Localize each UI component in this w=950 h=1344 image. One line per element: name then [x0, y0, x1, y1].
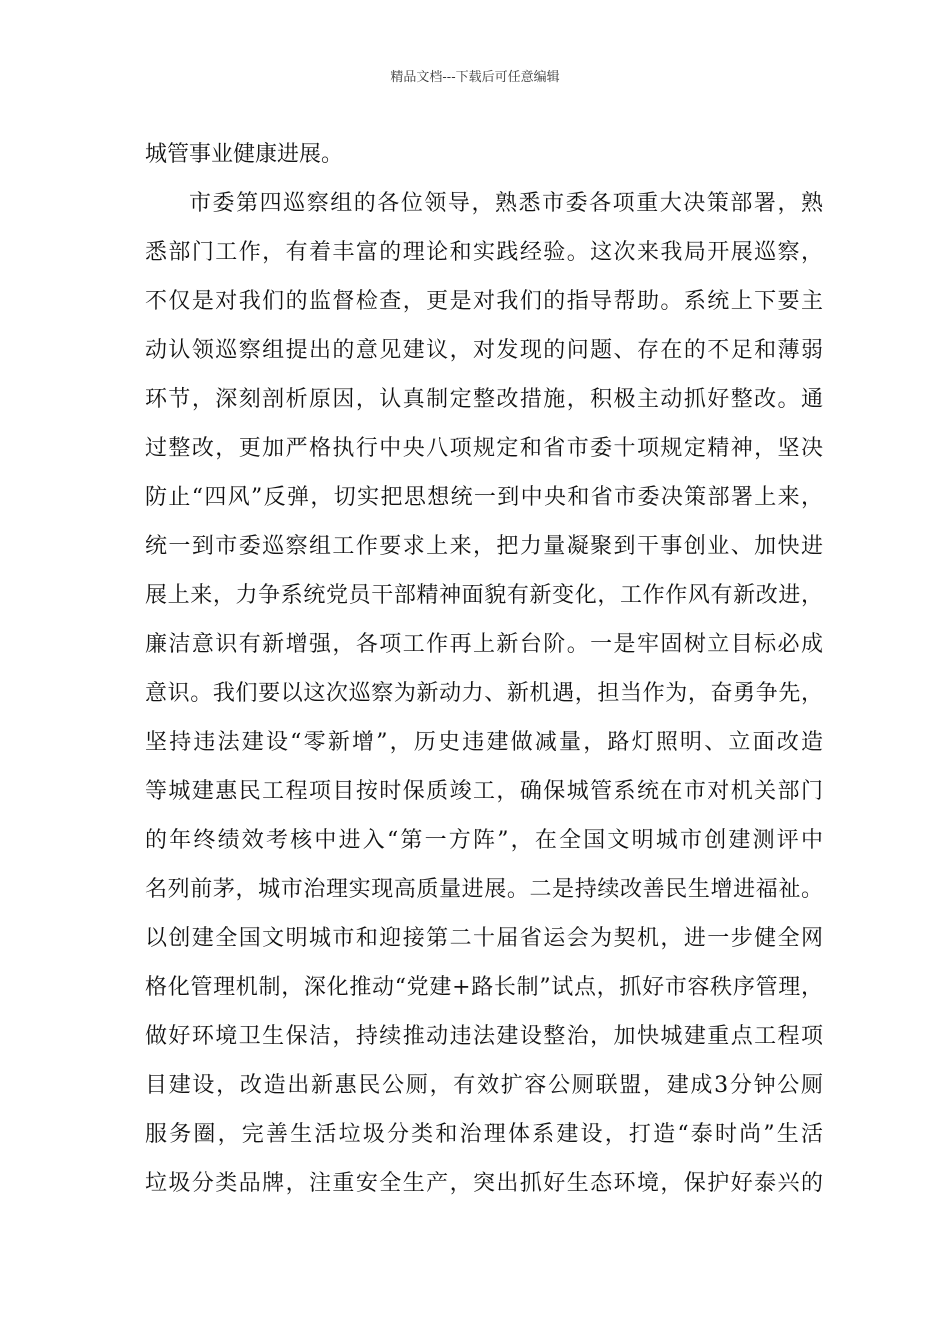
text-line: 悉部门工作，有着丰富的理论和实践经验。这次来我局开展巡察，: [145, 240, 823, 265]
body-text: [145, 130, 823, 1208]
text-line: 过整改，更加严格执行中央八项规定和省市委十项规定精神，坚决: [145, 436, 823, 461]
text-line: 垃圾分类品牌，注重安全生产，突出抓好生态环境，保护好泰兴的: [145, 1171, 823, 1196]
text-line: 廉洁意识有新增强，各项工作再上新台阶。一是牢固树立目标必成: [145, 632, 823, 657]
text-line: 环节，深刻剖析原因，认真制定整改措施，积极主动抓好整改。通: [145, 387, 823, 412]
text-line: 展上来，力争系统党员干部精神面貌有新变化，工作作风有新改进，: [145, 583, 823, 608]
text-line: 的年终绩效考核中进入“第一方阵”，在全国文明城市创建测评中: [145, 828, 823, 853]
text-line: 防止“四风”反弹，切实把思想统一到中央和省市委决策部署上来，: [145, 485, 823, 510]
text-line: 做好环境卫生保洁，持续推动违法建设整治，加快城建重点工程项: [145, 1024, 823, 1049]
text-line: 意识。我们要以这次巡察为新动力、新机遇，担当作为，奋勇争先，: [145, 681, 823, 706]
text-line: 城管事业健康进展。: [145, 142, 344, 167]
text-line: 坚持违法建设“零新增”，历史违建做减量，路灯照明、立面改造: [145, 730, 823, 755]
text-line: 格化管理机制，深化推动“党建+路长制”试点，抓好市容秩序管理，: [145, 975, 823, 1000]
text-line: 动认领巡察组提出的意见建议，对发现的问题、存在的不足和薄弱: [145, 338, 823, 363]
text-line: 不仅是对我们的监督检查，更是对我们的指导帮助。系统上下要主: [145, 289, 823, 314]
text-line: 名列前茅，城市治理实现高质量进展。二是持续改善民生增进福祉。: [145, 877, 823, 902]
text-line: 以创建全国文明城市和迎接第二十届省运会为契机，进一步健全网: [145, 926, 823, 951]
text-line: 等城建惠民工程项目按时保质竣工，确保城管系统在市对机关部门: [145, 779, 823, 804]
page-header: 精品文档---下载后可任意编辑: [390, 70, 560, 85]
text-line: 服务圈，完善生活垃圾分类和治理体系建设，打造“泰时尚”生活: [145, 1122, 823, 1147]
text-line: 统一到市委巡察组工作要求上来，把力量凝聚到干事创业、加快进: [145, 534, 823, 559]
text-line: 目建设，改造出新惠民公厕，有效扩容公厕联盟，建成3分钟公厕: [145, 1073, 823, 1098]
text-line: 市委第四巡察组的各位领导，熟悉市委各项重大决策部署，熟: [189, 191, 823, 216]
